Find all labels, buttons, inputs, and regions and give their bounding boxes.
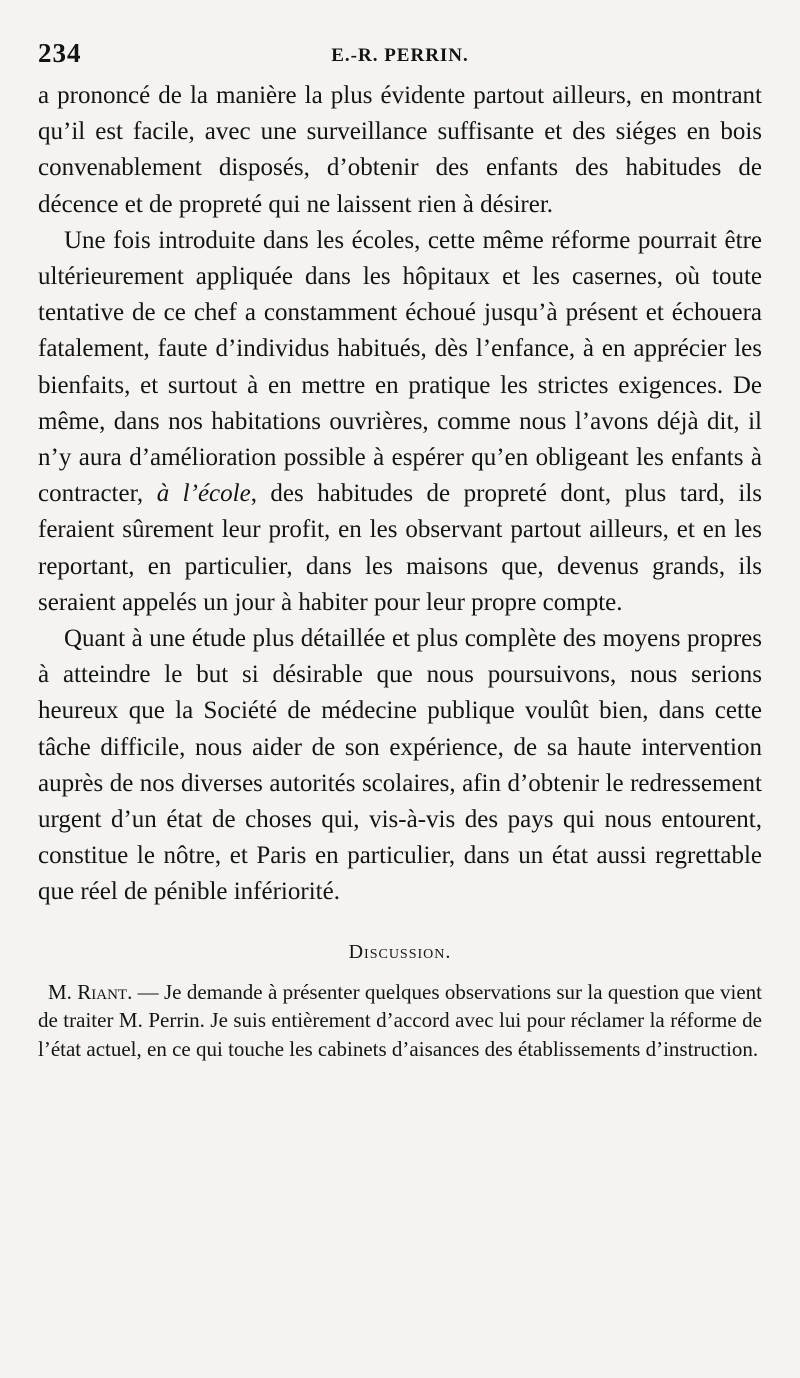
body-text [38, 78, 762, 911]
paragraph-reforme [38, 223, 762, 621]
paragraph-continuation: a prononcé de la manière la plus évidente partout ailleurs, en montrant qu’il est facile, avec une surveillance suffisante et des siéges en bois convenablement disposés, d’obtenir des enfants des habitudes de décence et de propreté qui ne laissent rien à désirer. [38, 82, 762, 218]
italic-a-lecole: à l’école [156, 480, 251, 508]
book-page [38, 38, 762, 1063]
speaker-name: M. Riant. [48, 979, 133, 1004]
paragraph-reforme-text: Une fois introduite dans les écoles, cette même réforme pourrait être ultérieurement appliquée dans les hôpitaux et les casernes, où toute tentative de ce chef a constamment échoué jusqu’à présent et échouera fatalement, faute d’individus habitués, dès l’enfance, à en apprécier les bienfaits, et surtout à en mettre en pratique les strictes exigences. De même, dans nos habitations ouvrières, comme nous l’avons déjà dit, il n’y aura d’amélioration possible à espérer qu’en obligeant les enfants à contracter, [38, 226, 762, 508]
running-head [38, 38, 762, 72]
discussion-paragraph [38, 978, 762, 1064]
paragraph-reforme-rest: , des habitudes de propreté dont, plus tard, ils feraient sûrement leur profit, en les observant partout ailleurs, et en les reportant, en particulier, dans les maisons que, devenus grands, ils seraient appelés un jour à habiter pour leur propre compte. [38, 480, 762, 616]
paragraph-etude: Quant à une étude plus détaillée et plus complète des moyens propres à atteindre le but si désirable que nous poursuivons, nous serions heureux que la Société de médecine publique voulût bien, dans cette tâche difficile, nous aider de son expérience, de sa haute intervention auprès de nos diverses autorités scolaires, afin d’obtenir le redressement urgent d’un état de choses qui, vis-à-vis des pays qui nous entourent, constitue le nôtre, et Paris en particulier, dans un état aussi regrettable que réel de pénible infériorité. [38, 625, 762, 906]
running-title: E.-R. PERRIN. [331, 45, 469, 66]
discussion-heading: Discussion. [348, 940, 452, 963]
discussion-text: — Je demande à présenter quelques observations sur la question que vient de traiter M. Perrin. Je suis entièrement d’accord avec lui pour réclamer la réforme de l’état actuel, en ce qui touche les cabinets d’aisances des établissements d’instruction. [38, 979, 762, 1061]
page-number: 234 [38, 38, 82, 68]
discussion-section [38, 978, 762, 1064]
